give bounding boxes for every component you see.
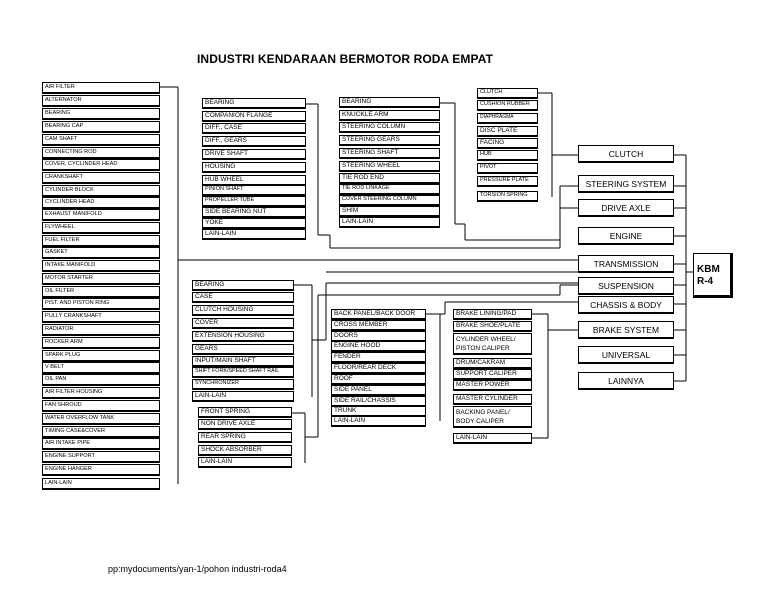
diagram-title: INDUSTRI KENDARAAN BERMOTOR RODA EMPAT: [197, 52, 494, 66]
engine-part: RADIATOR: [42, 324, 160, 336]
brake-part: BRAKE LINING/PAD: [453, 309, 532, 320]
clutch-part: DIAPHRAGMA: [477, 113, 538, 124]
category-transmission: TRANSMISSION: [578, 255, 674, 273]
clutch-part: HUB: [477, 150, 538, 161]
engine-part: BEARING: [42, 108, 160, 120]
clutch-part: DISC PLATE: [477, 126, 538, 137]
engine-part: AIR FILTER: [42, 82, 160, 94]
chassis-part: ROOF: [331, 374, 426, 385]
chassis-part: FENDER: [331, 352, 426, 363]
brake-part-line: CYLINDER WHEEL/: [456, 336, 516, 343]
brake-part-cylinder-wheel: [453, 333, 532, 355]
chassis-part: DOORS: [331, 331, 426, 342]
steering-part: STEERING COLUMN: [339, 122, 440, 133]
drive-axle-part: DIFF., CASE: [202, 123, 306, 134]
transmission-part: CASE: [192, 292, 294, 303]
engine-part: PIST. AND PISTON RING: [42, 298, 160, 310]
engine-part: PULLY CRANKSHAFT: [42, 311, 160, 323]
steering-part: TIE ROD END: [339, 173, 440, 184]
steering-part: STEERING WHEEL: [339, 161, 440, 172]
engine-part: TIMING CASE&COVER: [42, 426, 160, 438]
engine-part: CRANKSHAFT: [42, 172, 160, 184]
footer-path: pp:mydocuments/yan-1/pohon industri-roda4: [108, 564, 287, 574]
transmission-part: SHIFT FORK/SPEED SHAFT RAIL: [192, 367, 294, 378]
brake-part: DRUM/CAKRAM: [453, 358, 532, 369]
drive-axle-part: BEARING: [202, 98, 306, 109]
suspension-part: NON DRIVE AXLE: [198, 419, 292, 430]
drive-axle-part: HUB WHEEL: [202, 175, 306, 186]
clutch-part: PRESSURE PLATE: [477, 176, 538, 187]
engine-part: FUEL FILTER: [42, 235, 160, 247]
drive-axle-part: PROPELLER TUBE: [202, 196, 306, 207]
chassis-part: BACK PANEL/BACK DOOR: [331, 309, 426, 320]
engine-part: CONNECTING ROD: [42, 147, 160, 159]
brake-part: SUPPORT CALIPER: [453, 369, 532, 380]
brake-part: LAIN-LAIN: [453, 433, 532, 444]
category-brake-system: BRAKE SYSTEM: [578, 321, 674, 339]
clutch-part: PIVOT: [477, 163, 538, 174]
engine-part: ENGINE HANGER: [42, 464, 160, 476]
suspension-part: REAR SPRING: [198, 432, 292, 443]
transmission-part: GEARS: [192, 344, 294, 355]
engine-part: SPARK PLUG: [42, 350, 160, 362]
steering-part: LAIN-LAIN: [339, 217, 440, 228]
category-clutch: CLUTCH: [578, 145, 674, 163]
root-node-kbm: [693, 253, 733, 298]
engine-part: OIL PAN: [42, 374, 160, 386]
engine-part: ENGINE SUPPORT: [42, 451, 160, 463]
brake-part: BRAKE SHOE/PLATE: [453, 321, 532, 332]
root-line-1: KBM: [697, 264, 720, 275]
steering-part: COVER STEERING COLUMN: [339, 195, 440, 206]
drive-axle-part: LAIN-LAIN: [202, 229, 306, 240]
brake-part-line: PISTON CALIPER: [456, 345, 510, 353]
clutch-part: CUSHION RUBBER: [477, 100, 538, 111]
engine-part: AIR FILTER HOUSING: [42, 387, 160, 399]
transmission-part: EXTENSION HOUSING: [192, 331, 294, 342]
engine-part: AIR INTAKE PIPE: [42, 438, 160, 450]
suspension-part: FRONT SPRING: [198, 407, 292, 418]
engine-part: FAN SHROUD: [42, 400, 160, 412]
chassis-part: ENGINE HOOD: [331, 341, 426, 352]
engine-part: CYLINDER BLOCK: [42, 185, 160, 197]
category-engine: ENGINE: [578, 227, 674, 245]
chassis-part: SIDE PANEL: [331, 385, 426, 396]
brake-part: MASTER CYLINDER: [453, 394, 532, 405]
steering-part: TIE ROD LINKAGE: [339, 184, 440, 195]
category-suspension: SUSPENSION: [578, 277, 674, 295]
engine-part: ALTERNATOR: [42, 95, 160, 107]
chassis-part: CROSS MEMBER: [331, 320, 426, 331]
transmission-part: LAIN-LAIN: [192, 391, 294, 402]
drive-axle-part: DRIVE SHAFT: [202, 149, 306, 160]
transmission-part: COVER: [192, 318, 294, 329]
engine-part: EXHAUST MANIFOLD: [42, 209, 160, 221]
engine-part: BEARING CAP: [42, 121, 160, 133]
chassis-part: SIDE RAIL/CHASSIS: [331, 396, 426, 407]
steering-part: SHIM: [339, 206, 440, 217]
engine-part: COVER, CYCLINDER HEAD: [42, 159, 160, 171]
engine-part: MOTOR STARTER: [42, 273, 160, 285]
steering-part: BEARING: [339, 97, 440, 108]
suspension-part: SHOCK ABSORBER: [198, 445, 292, 456]
category-lainnya: LAINNYA: [578, 372, 674, 390]
root-line-2: R-4: [697, 276, 714, 287]
engine-part: ROCKER ARM: [42, 337, 160, 349]
drive-axle-part: DIFF., GEARS: [202, 136, 306, 147]
drive-axle-part: YOKE: [202, 218, 306, 229]
engine-part: LAIN-LAIN: [42, 478, 160, 490]
brake-part-line: BODY CALIPER: [456, 418, 504, 426]
engine-part: CAM SHAFT: [42, 134, 160, 146]
chassis-part: LAIN-LAIN: [331, 416, 426, 427]
drive-axle-part: HOUSING: [202, 162, 306, 173]
clutch-part: TORSION SPRING: [477, 191, 538, 202]
steering-part: KNUCKLE ARM: [339, 110, 440, 121]
category-drive-axle: DRIVE AXLE: [578, 199, 674, 217]
transmission-part: SYNCHRONIZER: [192, 379, 294, 390]
suspension-part: LAIN-LAIN: [198, 457, 292, 468]
brake-part-backing-panel: [453, 406, 532, 428]
engine-part: OIL FILTER: [42, 286, 160, 298]
steering-part: STEERING SHAFT: [339, 148, 440, 159]
drive-axle-part: SIDE BEARING NUT: [202, 207, 306, 218]
transmission-part: INPUT/MAIN SHAFT: [192, 356, 294, 367]
clutch-part: CLUTCH: [477, 88, 538, 99]
drive-axle-part: COMPANION FLANGE: [202, 111, 306, 122]
transmission-part: BEARING: [192, 280, 294, 291]
chassis-part: FLOOR/REAR DECK: [331, 363, 426, 374]
drive-axle-part: PINION SHAFT: [202, 185, 306, 196]
clutch-part: FACING: [477, 138, 538, 149]
category-chassis-body: CHASSIS & BODY: [578, 296, 674, 314]
brake-part: MASTER POWER: [453, 380, 532, 391]
category-steering-system: STEERING SYSTEM: [578, 175, 674, 193]
category-universal: UNIVERSAL: [578, 346, 674, 364]
transmission-part: CLUTCH HOUSING: [192, 305, 294, 316]
engine-part: WATER OVERFLOW TANK: [42, 413, 160, 425]
engine-part: INTAKE MANIFOLD: [42, 260, 160, 272]
engine-part: GASKET: [42, 247, 160, 259]
steering-part: STEERING GEARS: [339, 135, 440, 146]
engine-part: FLYWHEEL: [42, 222, 160, 234]
brake-part-line: BACKING PANEL/: [456, 409, 510, 416]
engine-part: V BELT: [42, 362, 160, 374]
engine-part: CYCLINDER HEAD: [42, 197, 160, 209]
chassis-part: TRUNK: [331, 406, 426, 417]
